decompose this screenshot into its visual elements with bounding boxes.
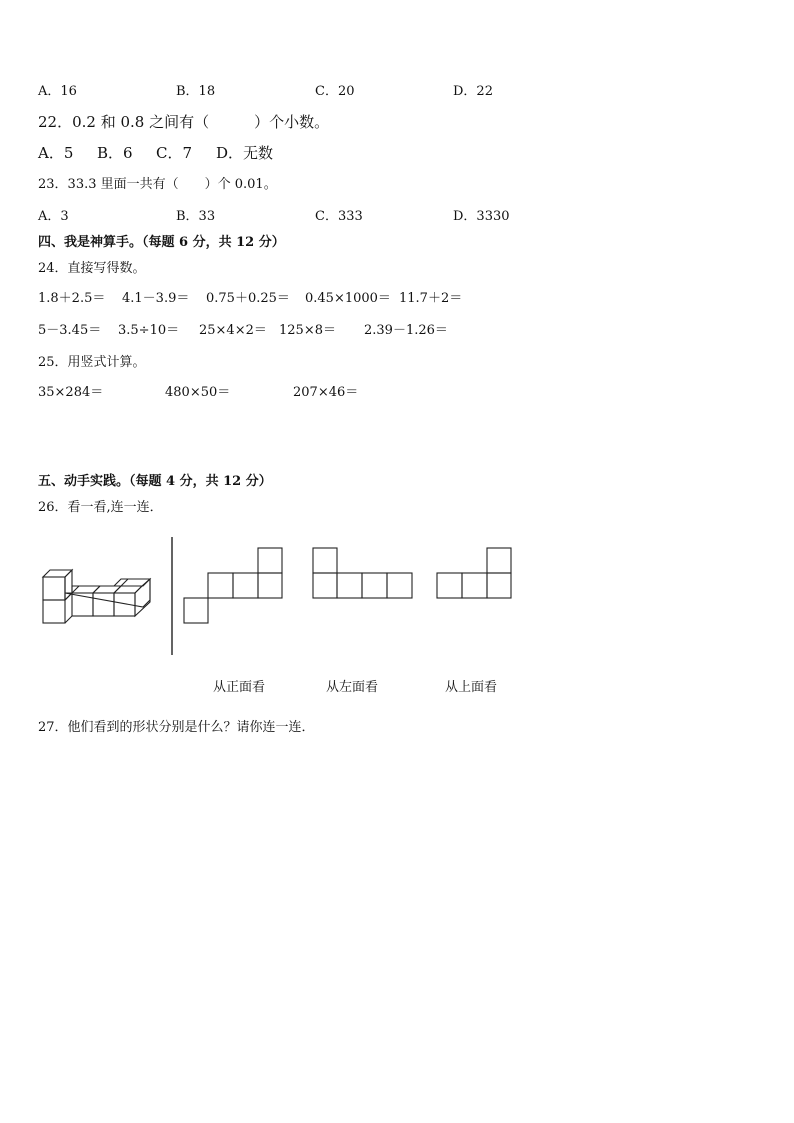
q27-stem: 27．他们看到的形状分别是什么？请你连一连．: [38, 720, 315, 735]
q21-option-b: B．18: [176, 84, 216, 99]
q24-item: 125×8＝: [279, 323, 336, 338]
q23-option-c: C．333: [315, 209, 363, 224]
q22-option-d: D．无数: [216, 144, 274, 162]
view-label-left: 从左面看: [326, 680, 379, 695]
q22-stem: 22．0.2 和 0.8 之间有（ ）个小数。: [38, 113, 330, 131]
q26-stem: 26．看一看,连一连．: [38, 500, 163, 515]
q24-item: 5－3.45＝: [38, 323, 102, 338]
q24-item: 25×4×2＝: [199, 323, 267, 338]
q24-item: 0.45×1000＝: [305, 291, 391, 306]
q24-item: 2.39－1.26＝: [364, 323, 448, 338]
q25-stem: 25．用竖式计算。: [38, 355, 146, 370]
q22-option-b: B．6: [97, 144, 133, 162]
q25-item: 480×50＝: [165, 385, 231, 400]
q24-item: 4.1－3.9＝: [122, 291, 190, 306]
q23-option-a: A．3: [38, 209, 69, 224]
q24-item: 11.7＋2＝: [399, 291, 463, 306]
view-label-front: 从正面看: [213, 680, 266, 695]
section5-title: 五、动手实践。（每题 4 分，共 12 分）: [38, 474, 272, 489]
view-label-top: 从上面看: [445, 680, 498, 695]
section4-title: 四、我是神算手。（每题 6 分，共 12 分）: [38, 235, 285, 250]
q24-stem: 24．直接写得数。: [38, 261, 146, 276]
view-shape-1: [184, 548, 282, 623]
q21-option-d: D．22: [453, 84, 493, 99]
cube-stack-figure: [43, 570, 150, 623]
q22-option-a: A．5: [38, 144, 74, 162]
q22-option-c: C．7: [156, 144, 193, 162]
q24-item: 0.75＋0.25＝: [206, 291, 290, 306]
q25-item: 207×46＝: [293, 385, 359, 400]
q25-item: 35×284＝: [38, 385, 104, 400]
q21-option-c: C．20: [315, 84, 355, 99]
q23-option-b: B．33: [176, 209, 216, 224]
view-shape-3: [437, 548, 511, 598]
q23-stem: 23．33.3 里面一共有（ ）个 0.01。: [38, 177, 277, 192]
q24-item: 1.8＋2.5＝: [38, 291, 106, 306]
q21-option-a: A．16: [38, 84, 77, 99]
q24-item: 3.5÷10＝: [118, 323, 180, 338]
q23-option-d: D．3330: [453, 209, 510, 224]
view-shape-2: [313, 548, 412, 598]
